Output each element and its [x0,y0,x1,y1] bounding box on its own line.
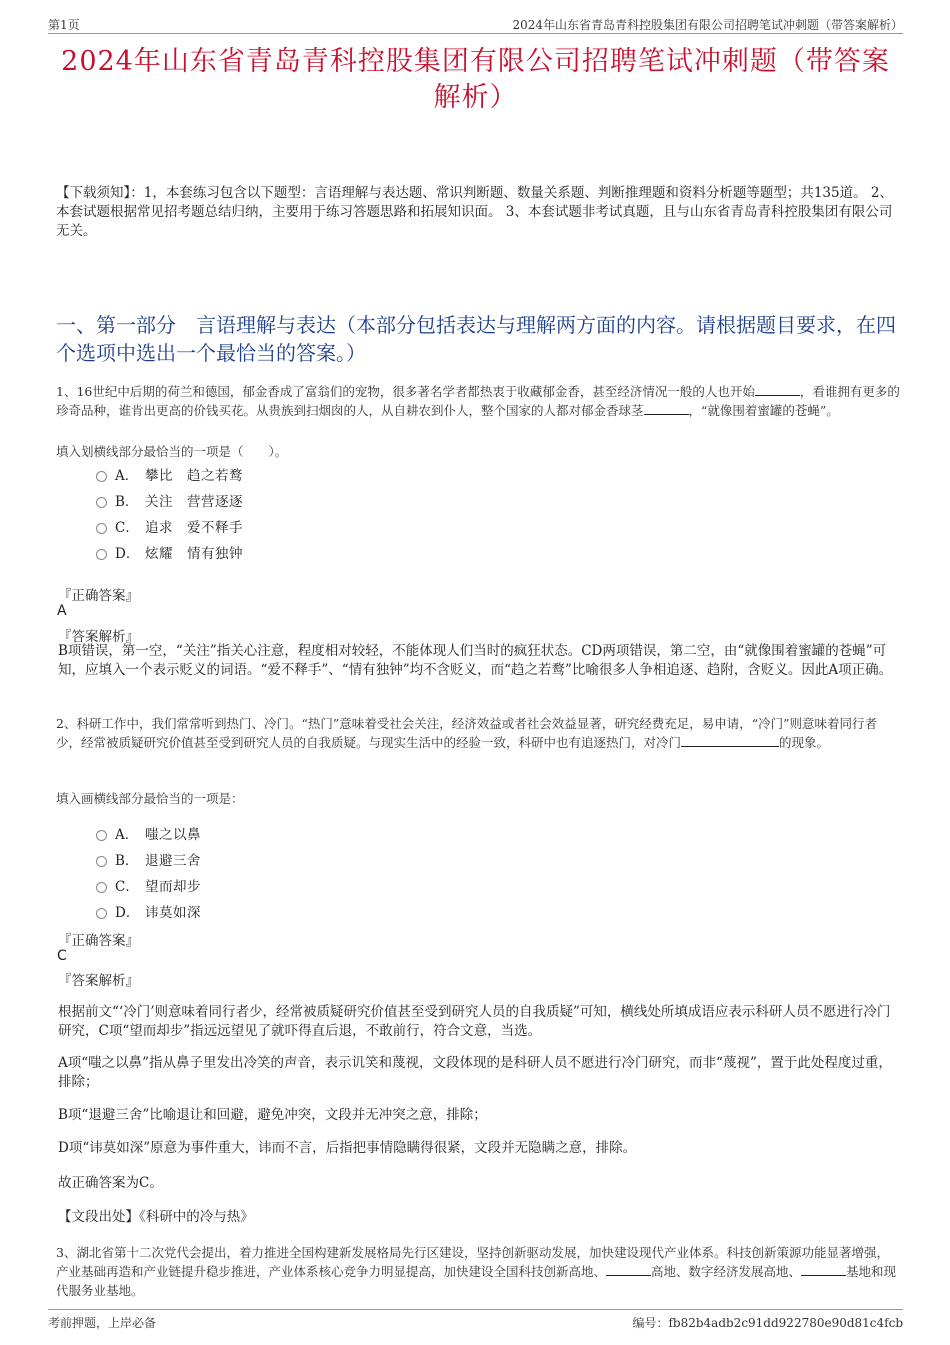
page-number: 第1页 [48,18,80,32]
q3-blank-2 [801,1263,846,1276]
q2-analysis-2: A项“嗤之以鼻”指从鼻子里发出冷笑的声音，表示讥笑和蔑视，文段体现的是科研人员不愿进行冷门研究，而非“蔑视”，置于此处程度过重，排除； [58,1055,892,1090]
q2-answer: C [57,948,67,964]
q1-option-d[interactable]: D． 炫耀 情有独钟 [96,542,243,562]
q1-answer-label: 『正确答案』 [58,588,139,604]
q1-blank-1 [755,383,800,396]
q1-stem: 1、16世纪中后期的荷兰和德国，郁金香成了富翁们的宠物，很多著名学者都热衷于收藏郁金香，甚至经济情况一般的人也开始 ，看谁拥有更多的珍奇品种，谁肯出更高的价钱买花。从贵族到扫烟囱的人，从自耕农到仆人，整个国家的人都对郁金香球茎 ，“就像围着蜜罐的苍蝇”。 [56,384,900,418]
q3-stem: 3、湖北省第十二次党代会提出，着力推进全国构建新发展格局先行区建设，坚持创新驱动发展，加快建设现代产业体系。科技创新策源功能显著增强，产业基础再造和产业链提升稳步推进，产业体系核心竞争力明显提高，加快建设全国科技创新高地、 高地、数字经济发展高地、 基地和现代服务业基地。 [56,1245,897,1298]
download-notice: 【下载须知】：1，本套练习包含以下题型：言语理解与表达题、常识判断题、数量关系题、判断推理题和资料分析题等题型；共135道。 2、本套试题根据常见招考题总结归纳，主要用于练习答题思路和拓展知识面。 3、本套试题非考试真题，且与山东省青岛青科控股集团有限公司无关。 [56,185,893,239]
q2-prompt: 填入画横线部分最恰当的一项是： [56,791,244,806]
q1-option-a[interactable]: A． 攀比 趋之若鹜 [96,464,243,484]
radio-icon[interactable] [96,471,107,482]
radio-icon[interactable] [96,549,107,560]
radio-icon[interactable] [96,830,107,841]
q2-stem: 2、科研工作中，我们常常听到热门、冷门。“热门”意味着受社会关注，经济效益或者社会效益显著，研究经费充足，易申请，“冷门”则意味着同行者少，经常被质疑研究价值甚至受到研究人员的自我质疑。与现实生活中的经验一致，科研中也有追逐热门，对冷门 的现象。 [56,716,878,750]
q2-source: 【文段出处】《科研中的冷与热》 [58,1209,254,1225]
q2-analysis-3: B项“退避三舍”比喻退让和回避，避免冲突，文段并无冲突之意，排除； [58,1107,487,1123]
radio-icon[interactable] [96,523,107,534]
q1-analysis: B项错误，第一空，“关注”指关心注意，程度相对较轻，不能体现人们当时的疯狂状态。CD两项错误，第二空，由“就像围着蜜罐的苍蝇”可知，应填入一个表示贬义的词语。“爱不释手”、“情有独钟”均不含贬义，而“趋之若鹜”比喻很多人争相追逐、趋附，含贬义。因此A项正确。 [58,643,893,678]
page-header [48,14,903,34]
radio-icon[interactable] [96,856,107,867]
page-footer [48,1309,903,1339]
q2-blank [681,734,779,747]
q2-option-a[interactable]: A． 嗤之以鼻 [96,823,201,843]
q2-answer-label: 『正确答案』 [58,933,139,949]
section-title: 一、第一部分 言语理解与表达（本部分包括表达与理解两方面的内容。请根据题目要求，在四个选项中选出一个最恰当的答案。） [56,313,896,365]
page-title: 2024年山东省青岛青科控股集团有限公司招聘笔试冲刺题（带答案解析） [61,46,890,113]
q1-option-c[interactable]: C． 追求 爱不释手 [96,516,243,536]
q3-blank-1 [606,1263,651,1276]
q2-analysis-1: 根据前文“‘冷门’则意味着同行者少，经常被质疑研究价值甚至受到研究人员的自我质疑”可知，横线处所填成语应表示科研人员不愿进行冷门研究，C项“望而却步”指远远望见了就吓得直后退，不敢前行，符合文意，当选。 [58,1004,891,1039]
q2-option-b[interactable]: B． 退避三舍 [96,849,201,869]
q1-option-b[interactable]: B． 关注 营营逐逐 [96,490,243,510]
q2-analysis-4: D项“讳莫如深”原意为事件重大，讳而不言，后指把事情隐瞒得很紧，文段并无隐瞒之意，排除。 [58,1140,637,1156]
radio-icon[interactable] [96,908,107,919]
q2-analysis-label: 『答案解析』 [58,973,139,989]
radio-icon[interactable] [96,882,107,893]
q2-option-d[interactable]: D． 讳莫如深 [96,901,201,921]
radio-icon[interactable] [96,497,107,508]
q1-prompt: 填入划横线部分最恰当的一项是（ ）。 [56,444,288,459]
q1-blank-2 [644,402,689,415]
q1-answer: A [57,603,67,619]
q1-analysis-label: 『答案解析』 [58,629,139,645]
footer-slogan: 考前押题，上岸必备 [48,1316,157,1330]
header-doc-title: 2024年山东省青岛青科控股集团有限公司招聘笔试冲刺题（带答案解析） [512,18,903,32]
q2-analysis-5: 故正确答案为C。 [58,1175,163,1191]
q2-option-c[interactable]: C． 望而却步 [96,875,201,895]
footer-doc-id: 编号：fb82b4adb2c91dd922780e90d81c4fcb [632,1316,903,1330]
